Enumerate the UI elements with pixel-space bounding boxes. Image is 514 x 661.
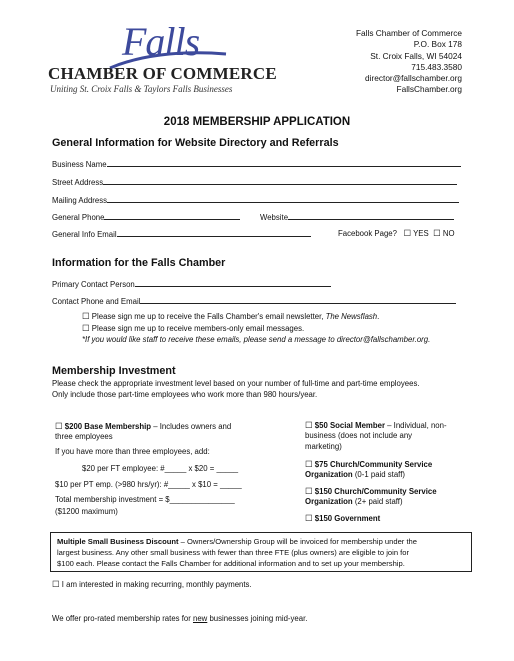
social-member-desc-2: business (does not include any (305, 431, 413, 440)
primary-contact-field[interactable] (135, 278, 331, 287)
business-name-row (52, 158, 461, 169)
multi-discount-text-3: $100 each. Please contact the Falls Chamber for additional information and to set up your membership. (57, 559, 405, 568)
street-address-label: Street Address (52, 178, 104, 187)
more-employees-label: If you have more than three employees, add: (55, 447, 210, 456)
social-member-desc: – Individual, non- (385, 421, 447, 430)
multi-business-discount-box (50, 532, 472, 572)
address-line[interactable]: director@fallschamber.org (365, 73, 462, 84)
government-checkbox[interactable]: ☐ (305, 513, 313, 523)
contact-phone-label: Contact Phone and Email (52, 297, 141, 306)
government-title: $150 Government (314, 514, 381, 523)
prorated-text-a: We offer pro-rated membership rates for (52, 614, 193, 623)
website-row (260, 211, 454, 222)
church150-option (305, 486, 437, 497)
address-line: St. Croix Falls, WI 54024 (370, 50, 462, 61)
church75-checkbox[interactable]: ☐ (305, 459, 313, 469)
members-text: Please sign me up to receive members-only email messages. (91, 324, 305, 333)
recurring-option (52, 579, 252, 590)
church75-desc (305, 470, 405, 479)
chamber-heading: Information for the Falls Chamber (52, 257, 226, 269)
prorated-text-c: businesses joining mid-year. (207, 614, 308, 623)
general-email-row (52, 228, 311, 239)
address-line[interactable]: FallsChamber.org (396, 84, 462, 95)
primary-contact-row (52, 278, 331, 289)
recurring-text: I am interested in making recurring, monthly payments. (61, 580, 252, 589)
investment-intro-2: Only include those part-time employees who work more than 980 hours/year. (52, 390, 318, 399)
church75-title: $75 Church/Community Service (314, 460, 433, 469)
general-email-field[interactable] (117, 228, 311, 237)
base-membership-option (55, 421, 231, 432)
investment-intro-1: Please check the appropriate investment level based on your number of full-time and part-time employees. (52, 379, 420, 388)
general-phone-field[interactable] (104, 211, 240, 220)
newsletter-name: The Newsflash (325, 312, 378, 321)
social-member-desc-3: marketing) (305, 442, 342, 451)
church150-desc (305, 497, 403, 506)
business-name-label: Business Name (52, 160, 107, 169)
prorated-note (52, 614, 307, 623)
total-investment-row[interactable]: Total membership investment = $_______________ (55, 495, 235, 504)
newsletter-checkbox[interactable]: ☐ (82, 311, 90, 321)
investment-heading: Membership Investment (52, 365, 176, 377)
base-membership-title: $200 Base Membership (64, 422, 152, 431)
general-phone-row (52, 211, 240, 222)
contact-phone-row (52, 295, 456, 306)
street-address-field[interactable] (103, 176, 457, 185)
logo-tagline: Uniting St. Croix Falls & Taylors Falls Businesses (50, 84, 233, 94)
multi-discount-text-1: – Owners/Ownership Group will be invoiced for membership under the (178, 537, 418, 546)
recurring-checkbox[interactable]: ☐ (52, 579, 60, 589)
prorated-new: new (192, 614, 208, 623)
max-investment-label: ($1200 maximum) (55, 507, 118, 516)
facebook-yes-label: YES (413, 229, 429, 238)
pt-employee-row[interactable]: $10 per PT emp. (>980 hrs/yr): #_____ x $10 = _____ (55, 480, 242, 489)
business-name-field[interactable] (107, 158, 461, 167)
church150-staff: (2+ paid staff) (352, 497, 403, 506)
website-field[interactable] (288, 211, 454, 220)
street-address-row (52, 176, 457, 187)
website-label: Website (260, 213, 289, 222)
general-heading: General Information for Website Directory and Referrals (52, 137, 339, 149)
facebook-yes-checkbox[interactable]: ☐ (403, 228, 412, 238)
primary-contact-label: Primary Contact Person (52, 280, 135, 289)
government-option (305, 513, 380, 524)
facebook-no-checkbox[interactable]: ☐ (433, 228, 441, 238)
mailing-address-label: Mailing Address (52, 196, 108, 205)
facebook-row (338, 228, 455, 239)
newsletter-period: . (377, 312, 380, 321)
contact-phone-field[interactable] (140, 295, 456, 304)
mailing-address-field[interactable] (107, 194, 459, 203)
staff-note: *If you would like staff to receive these emails, please send a message to director@fallschamber.org. (82, 335, 431, 344)
members-checkbox[interactable]: ☐ (82, 323, 90, 333)
base-membership-desc-2: three employees (55, 432, 113, 441)
page-title: 2018 MEMBERSHIP APPLICATION (163, 116, 351, 128)
church150-checkbox[interactable]: ☐ (305, 486, 313, 496)
social-member-checkbox[interactable]: ☐ (305, 420, 313, 430)
church75-org: Organization (305, 470, 353, 479)
general-email-label: General Info Email (52, 230, 117, 239)
base-membership-checkbox[interactable]: ☐ (55, 421, 63, 431)
church150-title: $150 Church/Community Service (314, 487, 437, 496)
church150-org: Organization (305, 497, 353, 506)
address-block (356, 28, 462, 96)
mailing-address-row (52, 194, 459, 205)
social-member-option (305, 420, 447, 431)
general-phone-label: General Phone (52, 213, 105, 222)
social-member-title: $50 Social Member (314, 421, 386, 430)
chamber-logo (48, 19, 277, 102)
multi-discount-title: Multiple Small Business Discount (57, 537, 179, 546)
multi-discount-text-2: largest business. Any other small business with fewer than three FTE (plus owners) are eligible to join for (57, 548, 410, 557)
facebook-no-label: NO (442, 229, 455, 238)
logo-word: Falls (122, 19, 200, 64)
facebook-label: Facebook Page? (338, 229, 397, 238)
logo-chamber-text: CHAMBER OF COMMERCE (48, 64, 277, 83)
church75-option (305, 459, 432, 470)
address-line: 715.483.3580 (411, 61, 462, 72)
newsletter-option (82, 311, 379, 322)
church75-staff: (0-1 paid staff) (352, 470, 405, 479)
address-line: Falls Chamber of Commerce (355, 28, 462, 38)
address-line: P.O. Box 178 (413, 39, 462, 50)
members-option (82, 323, 304, 334)
ft-employee-row[interactable]: $20 per FT employee: #_____ x $20 = _____ (82, 464, 239, 473)
base-membership-desc: – Includes owners and (151, 422, 232, 431)
newsletter-text: Please sign me up to receive the Falls Chamber's email newsletter, (91, 312, 326, 321)
